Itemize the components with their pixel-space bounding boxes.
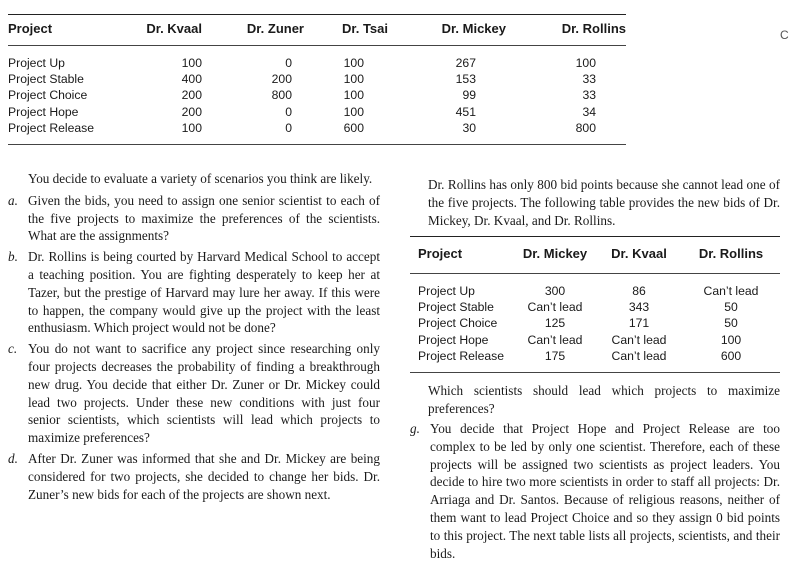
- column-header: Project: [8, 21, 53, 36]
- bid-cell: 100: [720, 332, 742, 347]
- right-text-column-2: [428, 382, 780, 418]
- table-header-row: [410, 237, 780, 274]
- bid-cell: 171: [628, 316, 650, 331]
- bid-cell: 100: [181, 56, 202, 70]
- table-row: [410, 274, 780, 300]
- table-row: [8, 120, 626, 144]
- question-text: Given the bids, you need to assign one senior scientist to each of the five projects to maximize the preferences of the scientists. What are the assignments?: [28, 192, 380, 244]
- bid-cell: 0: [285, 120, 292, 135]
- column-header: Dr. Kvaal: [146, 21, 202, 36]
- right-text-column: [428, 176, 780, 229]
- question-label: b.: [8, 249, 18, 265]
- question-item: [8, 192, 380, 245]
- bid-cell: 200: [181, 104, 202, 119]
- column-header: Dr. Kvaal: [611, 246, 667, 261]
- table-row: [410, 299, 780, 315]
- table-row: [410, 348, 780, 372]
- bid-cell: 0: [285, 104, 292, 119]
- project-name-cell: Project Stable: [418, 300, 494, 315]
- question-item: [8, 248, 380, 337]
- question-text: You decide that Project Hope and Project Release are too complex to be led by only one scientist. Therefore, each of these projects will be assigned two scientists as project leaders. You decide to hire two more scientists in order to staff all projects: Dr. Arriaga and Dr. Santos. Because of religious reasons, neither of them want to lead Project Choice and so they assign 0 bid points to this project. The next table lists all projects, scientists, and their bids.: [430, 421, 780, 561]
- bid-cell: 200: [271, 72, 292, 87]
- column-header: Dr. Tsai: [341, 21, 388, 36]
- bid-cell: 100: [343, 56, 364, 70]
- bid-cell: Can’t lead: [703, 284, 759, 298]
- bid-cell: 300: [544, 284, 566, 298]
- table-row: [410, 315, 780, 331]
- bids-table: [8, 14, 626, 145]
- bid-cell: 33: [582, 72, 596, 87]
- project-name-cell: Project Choice: [418, 316, 498, 331]
- question-item: [8, 340, 380, 447]
- bid-cell: 34: [582, 104, 596, 119]
- bid-cell: 100: [343, 104, 364, 119]
- table-row: [8, 46, 626, 72]
- bid-cell: 267: [455, 56, 476, 70]
- left-text-column: [8, 170, 380, 506]
- column-header: Dr. Rollins: [561, 21, 626, 36]
- question-text: After Dr. Zuner was informed that she and Dr. Mickey are being considered for two projects, she decided to change her bids. Dr. Zuner’s new bids for each of the projects are shown next.: [28, 450, 380, 502]
- rollins-paragraph: Dr. Rollins has only 800 bid points because she cannot lead one of the five projects. The following table provides the new bids of Dr. Mickey, Dr. Kvaal, and Dr. Rollins.: [428, 177, 780, 228]
- project-name-cell: Project Hope: [418, 332, 489, 347]
- bid-cell: 125: [544, 316, 566, 331]
- project-name-cell: Project Stable: [8, 72, 84, 87]
- table-row: [410, 332, 780, 348]
- project-name-cell: Project Release: [8, 120, 95, 135]
- project-name-cell: Project Up: [418, 284, 475, 298]
- right-text-column-3: [410, 420, 780, 565]
- question-label: a.: [8, 192, 18, 208]
- bid-cell: 451: [455, 104, 476, 119]
- table-header-row: [8, 15, 626, 46]
- question-label: c.: [8, 341, 18, 357]
- bid-cell: 33: [582, 88, 596, 103]
- bid-cell: 86: [632, 284, 646, 298]
- column-header: Dr. Mickey: [441, 21, 506, 36]
- bid-cell: 800: [271, 88, 292, 103]
- column-header: Dr. Rollins: [698, 246, 764, 261]
- question-text: Dr. Rollins is being courted by Harvard Medical School to accept a teaching position. You are fighting desperately to keep her at Tazer, but the prestige of Harvard may lure her away. If this were to happen, the company would give up the project with the least enthusiasm. Which project would not be done?: [28, 249, 380, 336]
- question-label: g.: [410, 421, 420, 436]
- bid-cell: 0: [285, 56, 292, 70]
- project-name-cell: Project Up: [8, 56, 65, 70]
- bid-cell: 175: [544, 348, 566, 363]
- intro-paragraph: You decide to evaluate a variety of scenarios you think are likely.: [28, 171, 373, 186]
- project-name-cell: Project Release: [418, 348, 505, 363]
- table-row: [8, 104, 626, 120]
- bid-cell: 400: [181, 72, 202, 87]
- bid-cell: Can’t lead: [527, 332, 583, 347]
- question-text: You do not want to sacrifice any project since researching only four projects decreases the probability of finding a breakthrough new drug. You decide that either Dr. Zuner or Dr. Mickey could lead two projects. Under these new conditions with just four senior scientists, which scientists will lead which projects to maximize preferences?: [28, 341, 380, 446]
- bid-cell: 800: [575, 120, 596, 135]
- bid-cell: 600: [720, 348, 742, 363]
- page-edge-text: C: [780, 28, 789, 42]
- bid-cell: Can’t lead: [527, 300, 583, 315]
- bid-cell: 200: [181, 88, 202, 103]
- column-header: Project: [418, 246, 463, 261]
- bid-cell: Can’t lead: [611, 332, 667, 347]
- bid-cell: 100: [343, 72, 364, 87]
- bid-cell: 100: [181, 120, 202, 135]
- bid-cell: 343: [628, 300, 650, 315]
- table-row: [8, 87, 626, 103]
- bid-cell: Can’t lead: [611, 348, 667, 363]
- column-header: Dr. Mickey: [522, 246, 588, 261]
- question-item: [410, 420, 780, 562]
- bid-cell: 50: [724, 300, 738, 315]
- bid-cell: 600: [343, 120, 364, 135]
- bid-cell: 100: [343, 88, 364, 103]
- project-name-cell: Project Hope: [8, 104, 79, 119]
- bid-cell: 30: [462, 120, 476, 135]
- maximize-question: Which scientists should lead which projects to maximize preferences?: [428, 383, 780, 416]
- bid-cell: 153: [455, 72, 476, 87]
- column-header: Dr. Zuner: [246, 21, 304, 36]
- bid-cell: 100: [575, 56, 596, 70]
- question-item: [8, 450, 380, 503]
- table-row: [8, 71, 626, 87]
- new-bids-table: [410, 236, 780, 373]
- bid-cell: 50: [724, 316, 738, 331]
- bid-cell: 99: [462, 88, 476, 103]
- project-name-cell: Project Choice: [8, 88, 88, 103]
- question-label: d.: [8, 450, 18, 466]
